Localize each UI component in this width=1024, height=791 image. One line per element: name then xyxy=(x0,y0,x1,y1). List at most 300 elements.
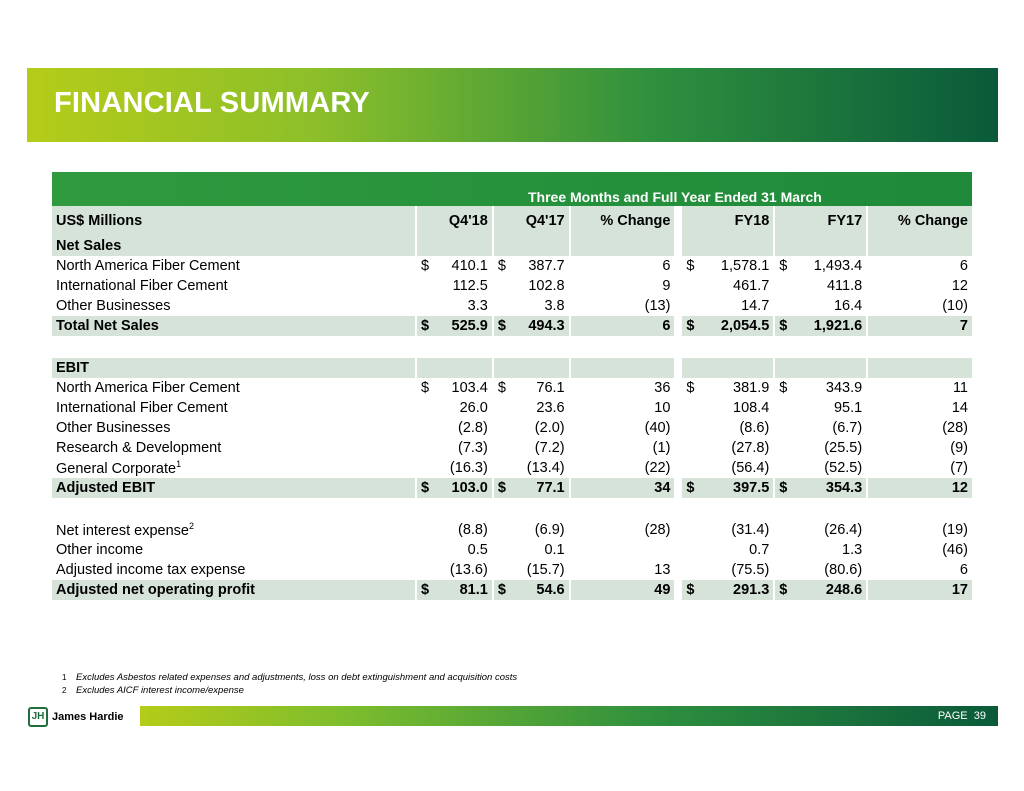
column-gap xyxy=(676,358,680,378)
currency-symbol: $ xyxy=(497,480,506,496)
column-gap xyxy=(676,458,680,478)
pct-q-cell xyxy=(571,316,675,336)
cell-value: 0.7 xyxy=(749,542,770,558)
cell-value: 49 xyxy=(654,582,671,598)
table-row xyxy=(52,398,972,418)
section-cell xyxy=(868,236,972,256)
cell-value: 6 xyxy=(959,258,968,274)
row-label xyxy=(52,296,415,316)
column-gap xyxy=(676,296,680,316)
summary-table xyxy=(50,206,974,600)
column-gap xyxy=(676,560,680,580)
footnotes xyxy=(62,671,517,697)
q417-cell xyxy=(494,316,569,336)
q417-cell xyxy=(494,560,569,580)
row-label xyxy=(52,520,415,540)
cell-value: (28) xyxy=(942,420,968,436)
fy18-cell xyxy=(682,398,773,418)
table-row xyxy=(52,438,972,458)
cell-value: 12 xyxy=(951,278,968,294)
pct-q-cell xyxy=(571,438,675,458)
row-label xyxy=(52,560,415,580)
spacer-cell xyxy=(52,336,415,358)
column-gap xyxy=(676,520,680,540)
pct-q-cell xyxy=(571,418,675,438)
currency-symbol: $ xyxy=(497,318,506,334)
fy18-cell xyxy=(682,478,773,498)
row-label-text: Net interest expense xyxy=(56,522,189,539)
section-heading-row xyxy=(52,236,972,256)
total-row xyxy=(52,580,972,600)
table-row xyxy=(52,378,972,398)
section-cell xyxy=(868,358,972,378)
row-label-text: General Corporate xyxy=(56,460,177,477)
spacer-cell xyxy=(571,336,675,358)
james-hardie-logo xyxy=(28,707,124,727)
table-row xyxy=(52,296,972,316)
section-cell xyxy=(494,236,569,256)
cell-value: 0.1 xyxy=(544,542,565,558)
section-cell xyxy=(775,358,866,378)
currency-symbol: $ xyxy=(686,258,695,274)
cell-value: (56.4) xyxy=(731,460,770,476)
q418-cell xyxy=(417,520,492,540)
column-gap xyxy=(676,236,680,256)
spacer-cell xyxy=(494,336,569,358)
row-label xyxy=(52,398,415,418)
pct-q-cell xyxy=(571,478,675,498)
column-gap xyxy=(676,418,680,438)
column-gap xyxy=(676,580,680,600)
section-heading: EBIT xyxy=(52,358,415,378)
cell-value: 108.4 xyxy=(733,400,770,416)
table-row xyxy=(52,560,972,580)
fy18-cell xyxy=(682,316,773,336)
cell-value: 6 xyxy=(662,258,671,274)
fy18-cell xyxy=(682,540,773,560)
fy17-cell xyxy=(775,256,866,276)
column-gap xyxy=(676,438,680,458)
section-heading-row xyxy=(52,358,972,378)
fy17-cell xyxy=(775,316,866,336)
cell-value: (46) xyxy=(942,542,968,558)
q417-cell xyxy=(494,540,569,560)
table-row xyxy=(52,418,972,438)
cell-value: (7.2) xyxy=(534,440,565,456)
cell-value: 12 xyxy=(951,480,968,496)
cell-value: (25.5) xyxy=(824,440,863,456)
column-gap xyxy=(676,398,680,418)
cell-value: 248.6 xyxy=(825,582,863,598)
cell-value: 23.6 xyxy=(536,400,565,416)
currency-symbol: $ xyxy=(779,480,788,496)
spacer-cell xyxy=(52,498,415,520)
pct-q-cell xyxy=(571,458,675,478)
cell-value: 410.1 xyxy=(451,258,488,274)
currency-symbol: $ xyxy=(779,258,788,274)
cell-value: (52.5) xyxy=(824,460,863,476)
spacer-cell xyxy=(868,336,972,358)
currency-symbol: $ xyxy=(421,258,430,274)
pct-q-cell xyxy=(571,296,675,316)
pct-fy-cell xyxy=(868,256,972,276)
row-label xyxy=(52,316,415,336)
section-heading: Net Sales xyxy=(52,236,415,256)
pct-fy-cell xyxy=(868,418,972,438)
q418-cell xyxy=(417,438,492,458)
q417-cell xyxy=(494,296,569,316)
fy17-cell xyxy=(775,458,866,478)
cell-value: (2.8) xyxy=(457,420,488,436)
row-label-text: International Fiber Cement xyxy=(56,278,228,294)
row-label-text: Other Businesses xyxy=(56,298,171,314)
cell-value: (7.3) xyxy=(457,440,488,456)
cell-value: (13) xyxy=(644,298,671,314)
q418-cell xyxy=(417,580,492,600)
cell-value: (26.4) xyxy=(824,522,863,538)
column-gap xyxy=(676,378,680,398)
cell-value: (16.3) xyxy=(449,460,488,476)
fy18-cell xyxy=(682,378,773,398)
total-row xyxy=(52,478,972,498)
cell-value: 3.3 xyxy=(467,298,488,314)
cell-value: 14 xyxy=(951,400,968,416)
column-gap xyxy=(676,478,680,498)
fy17-cell xyxy=(775,378,866,398)
spacer-cell xyxy=(775,336,866,358)
column-gap xyxy=(676,316,680,336)
currency-symbol: $ xyxy=(421,480,430,496)
logo-mark-icon: JH xyxy=(28,707,48,727)
cell-value: (6.7) xyxy=(832,420,863,436)
q417-cell xyxy=(494,478,569,498)
footer-bar xyxy=(140,706,998,726)
cell-value: 103.0 xyxy=(451,480,488,496)
cell-value: 102.8 xyxy=(528,278,565,294)
row-label xyxy=(52,580,415,600)
cell-value: (31.4) xyxy=(731,522,770,538)
cell-value: 2,054.5 xyxy=(720,318,770,334)
cell-value: (27.8) xyxy=(731,440,770,456)
cell-value: 36 xyxy=(654,380,671,396)
fy17-cell xyxy=(775,296,866,316)
q417-cell xyxy=(494,418,569,438)
cell-value: 397.5 xyxy=(733,480,770,496)
pct-fy-cell xyxy=(868,540,972,560)
currency-symbol: $ xyxy=(686,582,695,598)
q417-cell xyxy=(494,378,569,398)
cell-value: (6.9) xyxy=(534,522,565,538)
spacer-row xyxy=(52,336,972,358)
cell-value: (2.0) xyxy=(534,420,565,436)
fy18-cell xyxy=(682,296,773,316)
cell-value: (8.6) xyxy=(739,420,770,436)
currency-symbol: $ xyxy=(421,380,430,396)
currency-symbol: $ xyxy=(686,380,695,396)
cell-value: (8.8) xyxy=(457,522,488,538)
footnote-1: 1 Excludes Asbestos related expenses and adjustments, loss on debt extinguishment and acquisition costs xyxy=(62,672,518,683)
cell-value: 11 xyxy=(952,380,968,396)
pct-fy-cell xyxy=(868,520,972,540)
currency-symbol: $ xyxy=(686,318,695,334)
section-cell xyxy=(682,236,773,256)
cell-value: 1,921.6 xyxy=(813,318,863,334)
pct-fy-cell xyxy=(868,316,972,336)
cell-value: 54.6 xyxy=(536,582,565,598)
fy18-cell xyxy=(682,520,773,540)
cell-value: 461.7 xyxy=(733,278,770,294)
pct-fy-cell xyxy=(868,478,972,498)
fy18-cell xyxy=(682,438,773,458)
q418-cell xyxy=(417,560,492,580)
row-label xyxy=(52,276,415,296)
pct-q-cell xyxy=(571,256,675,276)
q418-cell xyxy=(417,398,492,418)
col-header-units: US$ Millions xyxy=(52,206,415,236)
fy17-cell xyxy=(775,438,866,458)
pct-fy-cell xyxy=(868,458,972,478)
q418-cell xyxy=(417,540,492,560)
footnote-ref: 1 xyxy=(176,459,182,470)
row-label xyxy=(52,438,415,458)
fy18-cell xyxy=(682,256,773,276)
currency-symbol: $ xyxy=(497,582,506,598)
fy18-cell xyxy=(682,418,773,438)
q417-cell xyxy=(494,458,569,478)
pct-q-cell xyxy=(571,398,675,418)
q418-cell xyxy=(417,458,492,478)
section-cell xyxy=(775,236,866,256)
fy17-cell xyxy=(775,560,866,580)
q418-cell xyxy=(417,316,492,336)
column-header-row xyxy=(52,206,972,236)
col-header-pct-fy: % Change xyxy=(868,206,972,236)
cell-value: 17 xyxy=(951,582,968,598)
cell-value: 26.0 xyxy=(459,400,488,416)
cell-value: 95.1 xyxy=(833,400,863,416)
spacer-cell xyxy=(676,498,680,520)
cell-value: 1.3 xyxy=(842,542,863,558)
cell-value: 81.1 xyxy=(459,582,488,598)
row-label-text: Adjusted EBIT xyxy=(56,480,156,496)
table-row xyxy=(52,458,972,478)
cell-value: 387.7 xyxy=(528,258,565,274)
spacer-cell xyxy=(868,498,972,520)
pct-fy-cell xyxy=(868,276,972,296)
fy17-cell xyxy=(775,398,866,418)
fy18-cell xyxy=(682,276,773,296)
q417-cell xyxy=(494,438,569,458)
pct-q-cell xyxy=(571,560,675,580)
table-row xyxy=(52,256,972,276)
currency-symbol: $ xyxy=(497,380,506,396)
cell-value: 6 xyxy=(662,318,671,334)
cell-value: (19) xyxy=(942,522,968,538)
pct-q-cell xyxy=(571,520,675,540)
cell-value: 7 xyxy=(959,318,968,334)
spacer-row xyxy=(52,498,972,520)
cell-value: 291.3 xyxy=(733,582,770,598)
fy17-cell xyxy=(775,520,866,540)
cell-value: 14.7 xyxy=(741,298,770,314)
cell-value: 77.1 xyxy=(536,480,565,496)
cell-value: 9 xyxy=(662,278,671,294)
footnote-ref: 2 xyxy=(189,521,195,532)
row-label xyxy=(52,256,415,276)
cell-value: (10) xyxy=(942,298,968,314)
currency-symbol: $ xyxy=(779,318,788,334)
pct-fy-cell xyxy=(868,296,972,316)
cell-value: 1,493.4 xyxy=(813,258,863,274)
row-label-text: Adjusted income tax expense xyxy=(56,562,246,578)
q418-cell xyxy=(417,256,492,276)
row-label-text: International Fiber Cement xyxy=(56,400,228,416)
cell-value: 6 xyxy=(959,562,968,578)
cell-value: 103.4 xyxy=(451,380,488,396)
period-band-title: Three Months and Full Year Ended 31 March xyxy=(528,189,822,205)
cell-value: (15.7) xyxy=(526,562,565,578)
spacer-cell xyxy=(417,498,492,520)
col-header-fy18: FY18 xyxy=(682,206,773,236)
fy18-cell xyxy=(682,580,773,600)
spacer-cell xyxy=(494,498,569,520)
fy18-cell xyxy=(682,560,773,580)
row-label xyxy=(52,378,415,398)
cell-value: 411.8 xyxy=(826,278,863,294)
q417-cell xyxy=(494,398,569,418)
cell-value: 0.5 xyxy=(467,542,488,558)
section-cell xyxy=(494,358,569,378)
cell-value: (1) xyxy=(652,440,671,456)
spacer-cell xyxy=(417,336,492,358)
table-row xyxy=(52,276,972,296)
table-row xyxy=(52,540,972,560)
column-gap xyxy=(676,540,680,560)
cell-value: (13.4) xyxy=(526,460,565,476)
cell-value: 112.5 xyxy=(452,278,488,294)
column-gap xyxy=(676,256,680,276)
spacer-cell xyxy=(682,336,773,358)
fy17-cell xyxy=(775,478,866,498)
brand-name: James Hardie xyxy=(52,711,124,723)
currency-symbol: $ xyxy=(421,582,430,598)
col-header-pct-q: % Change xyxy=(571,206,675,236)
cell-value: 76.1 xyxy=(536,380,565,396)
fy17-cell xyxy=(775,540,866,560)
fy17-cell xyxy=(775,418,866,438)
section-cell xyxy=(571,236,675,256)
pct-q-cell xyxy=(571,378,675,398)
column-gap xyxy=(676,276,680,296)
cell-value: 354.3 xyxy=(825,480,863,496)
q417-cell xyxy=(494,520,569,540)
page-title: FINANCIAL SUMMARY xyxy=(54,87,370,119)
pct-fy-cell xyxy=(868,398,972,418)
pct-fy-cell xyxy=(868,438,972,458)
spacer-cell xyxy=(676,336,680,358)
pct-q-cell xyxy=(571,276,675,296)
cell-value: (13.6) xyxy=(449,562,488,578)
total-row xyxy=(52,316,972,336)
cell-value: (22) xyxy=(644,460,671,476)
row-label-text: Research & Development xyxy=(56,440,222,456)
title-banner xyxy=(27,68,998,142)
fy18-cell xyxy=(682,458,773,478)
cell-value: 34 xyxy=(654,480,671,496)
table-row xyxy=(52,520,972,540)
row-label-text: North America Fiber Cement xyxy=(56,380,240,396)
pct-q-cell xyxy=(571,580,675,600)
row-label xyxy=(52,540,415,560)
q418-cell xyxy=(417,296,492,316)
row-label-text: Other Businesses xyxy=(56,420,171,436)
pct-q-cell xyxy=(571,540,675,560)
row-label xyxy=(52,458,415,478)
q417-cell xyxy=(494,256,569,276)
q418-cell xyxy=(417,276,492,296)
pct-fy-cell xyxy=(868,378,972,398)
cell-value: 1,578.1 xyxy=(720,258,770,274)
row-label xyxy=(52,418,415,438)
row-label-text: Other income xyxy=(56,542,144,558)
row-label-text: North America Fiber Cement xyxy=(56,258,240,274)
cell-value: 16.4 xyxy=(833,298,863,314)
section-cell xyxy=(682,358,773,378)
cell-value: (9) xyxy=(950,440,968,456)
cell-value: (7) xyxy=(950,460,968,476)
currency-symbol: $ xyxy=(779,380,788,396)
cell-value: 10 xyxy=(654,400,671,416)
cell-value: 494.3 xyxy=(528,318,565,334)
fy17-cell xyxy=(775,276,866,296)
row-label-text: Total Net Sales xyxy=(56,318,159,334)
currency-symbol: $ xyxy=(779,582,788,598)
column-gap xyxy=(676,206,680,236)
cell-value: 13 xyxy=(654,562,671,578)
q418-cell xyxy=(417,418,492,438)
section-cell xyxy=(571,358,675,378)
currency-symbol: $ xyxy=(497,258,506,274)
cell-value: 3.8 xyxy=(544,298,565,314)
pct-fy-cell xyxy=(868,580,972,600)
col-header-q418: Q4'18 xyxy=(417,206,492,236)
cell-value: (40) xyxy=(644,420,671,436)
col-header-fy17: FY17 xyxy=(775,206,866,236)
section-cell xyxy=(417,358,492,378)
cell-value: 343.9 xyxy=(825,380,863,396)
q417-cell xyxy=(494,580,569,600)
cell-value: (28) xyxy=(644,522,671,538)
cell-value: 525.9 xyxy=(451,318,488,334)
cell-value: (80.6) xyxy=(824,562,863,578)
financial-table xyxy=(52,172,972,600)
q417-cell xyxy=(494,276,569,296)
period-band xyxy=(52,172,972,206)
row-label-text: Adjusted net operating profit xyxy=(56,582,255,598)
section-cell xyxy=(417,236,492,256)
fy17-cell xyxy=(775,580,866,600)
spacer-cell xyxy=(571,498,675,520)
page-number: PAGE 39 xyxy=(937,710,986,722)
col-header-q417: Q4'17 xyxy=(494,206,569,236)
cell-value: 381.9 xyxy=(733,380,770,396)
cell-value: (75.5) xyxy=(731,562,770,578)
row-label xyxy=(52,478,415,498)
spacer-cell xyxy=(682,498,773,520)
spacer-cell xyxy=(775,498,866,520)
footnote-2: 2 Excludes AICF interest income/expense xyxy=(62,685,244,696)
currency-symbol: $ xyxy=(421,318,430,334)
